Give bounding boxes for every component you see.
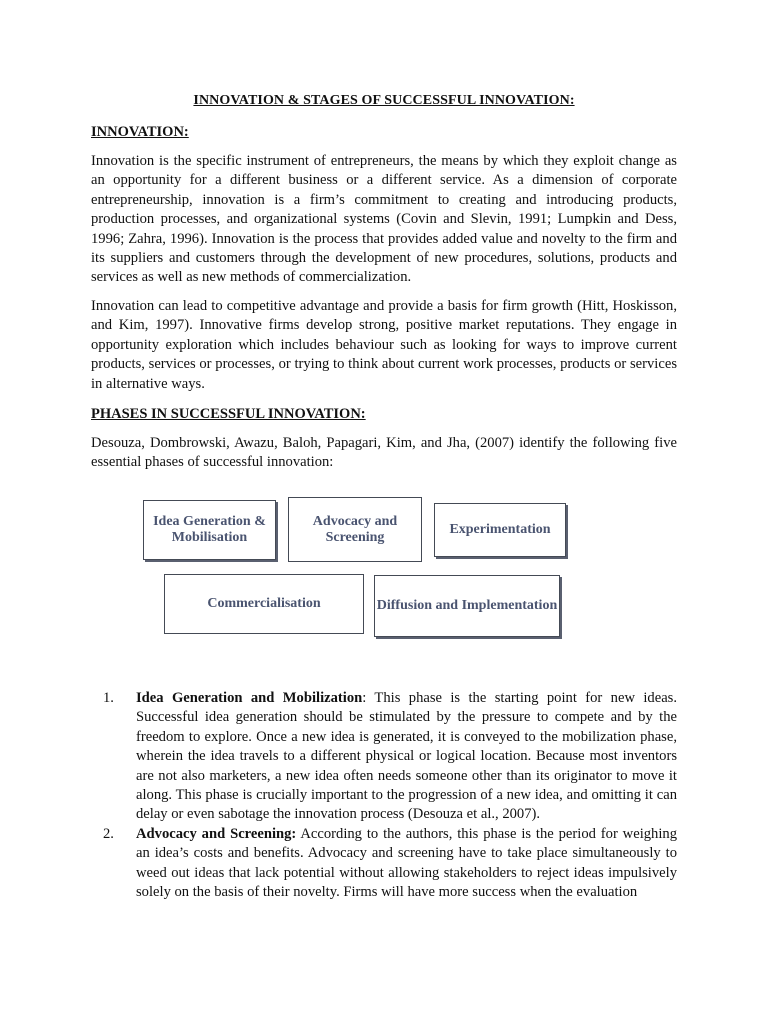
phase-description: This phase is the starting point for new ideas. Successful idea generation should be stimulated by the pressure to compete and by the freedom to explore. Once a new idea is generated, it is conveyed to the mobilization phase, wherein the idea travels to a different physical or logical location. Because most inventors are not also marketers, a new idea often needs someone other than its originator to move it along. This phase is crucially important to the progression of a new idea, and omitting it can delay or even sabotage the innovation process (Desouza et al., 2007).: [136, 690, 678, 823]
diagram-box-advocacy-screening: Advocacy and Screening: [288, 497, 422, 562]
paragraph-phases-intro: Desouza, Dombrowski, Awazu, Baloh, Papagari, Kim, and Jha, (2007) identify the following five essential phases of successful innovation:: [91, 435, 677, 471]
list-number: 2.: [103, 825, 114, 842]
list-number: 1.: [103, 690, 114, 706]
diagram-box-idea-generation: Idea Generation & Mobilisation: [143, 500, 276, 560]
phase-title: Advocacy and Screening:: [136, 825, 297, 842]
list-item-idea-generation: [103, 689, 677, 825]
section-heading-innovation: INNOVATION:: [91, 124, 189, 140]
document-title: INNOVATION & STAGES OF SUCCESSFUL INNOVATION:: [193, 93, 575, 108]
section-heading-phases: PHASES IN SUCCESSFUL INNOVATION:: [91, 406, 366, 422]
phase-title: Idea Generation and Mobilization: [136, 690, 363, 706]
phase-separator: :: [362, 690, 367, 706]
list-item-advocacy-screening: [103, 825, 677, 903]
diagram-box-commercialisation: Commercialisation: [164, 574, 364, 634]
diagram-box-diffusion-implementation: Diffusion and Implementation: [374, 575, 560, 637]
phases-list: [103, 689, 677, 902]
phase-description: According to the authors, this phase is the period for weighing an idea’s costs and benefits. Advocacy and screening have to take place simultaneously to weed out ideas that lack potential without allowing stakeholders to reject ideas impulsively solely on the basis of their novelty. Firms will have more success when the evaluation: [136, 825, 677, 901]
paragraph-competitive-advantage: Innovation can lead to competitive advantage and provide a basis for firm growth (Hitt, Hoskisson, and Kim, 1997). Innovative firms develop strong, positive market reputations. They engage in opportunity exploration which includes behaviour such as looking for ways to improve current products, services or processes, or trying to think about current work processes, products or services in alternative ways.: [91, 298, 677, 392]
paragraph-innovation-definition: Innovation is the specific instrument of entrepreneurs, the means by which they exploit change as an opportunity for a different business or a different service. As a dimension of corporate entrepreneurship, innovation is a firm’s commitment to creating and introducing products, production processes, and organizational systems (Covin and Slevin, 1991; Lumpkin and Dess, 1996; Zahra, 1996). Innovation is the process that provides added value and novelty to the firm and its suppliers and customers through the development of new procedures, solutions, products and services as well as new methods of commercialization.: [91, 153, 677, 286]
diagram-box-experimentation: Experimentation: [434, 503, 566, 557]
